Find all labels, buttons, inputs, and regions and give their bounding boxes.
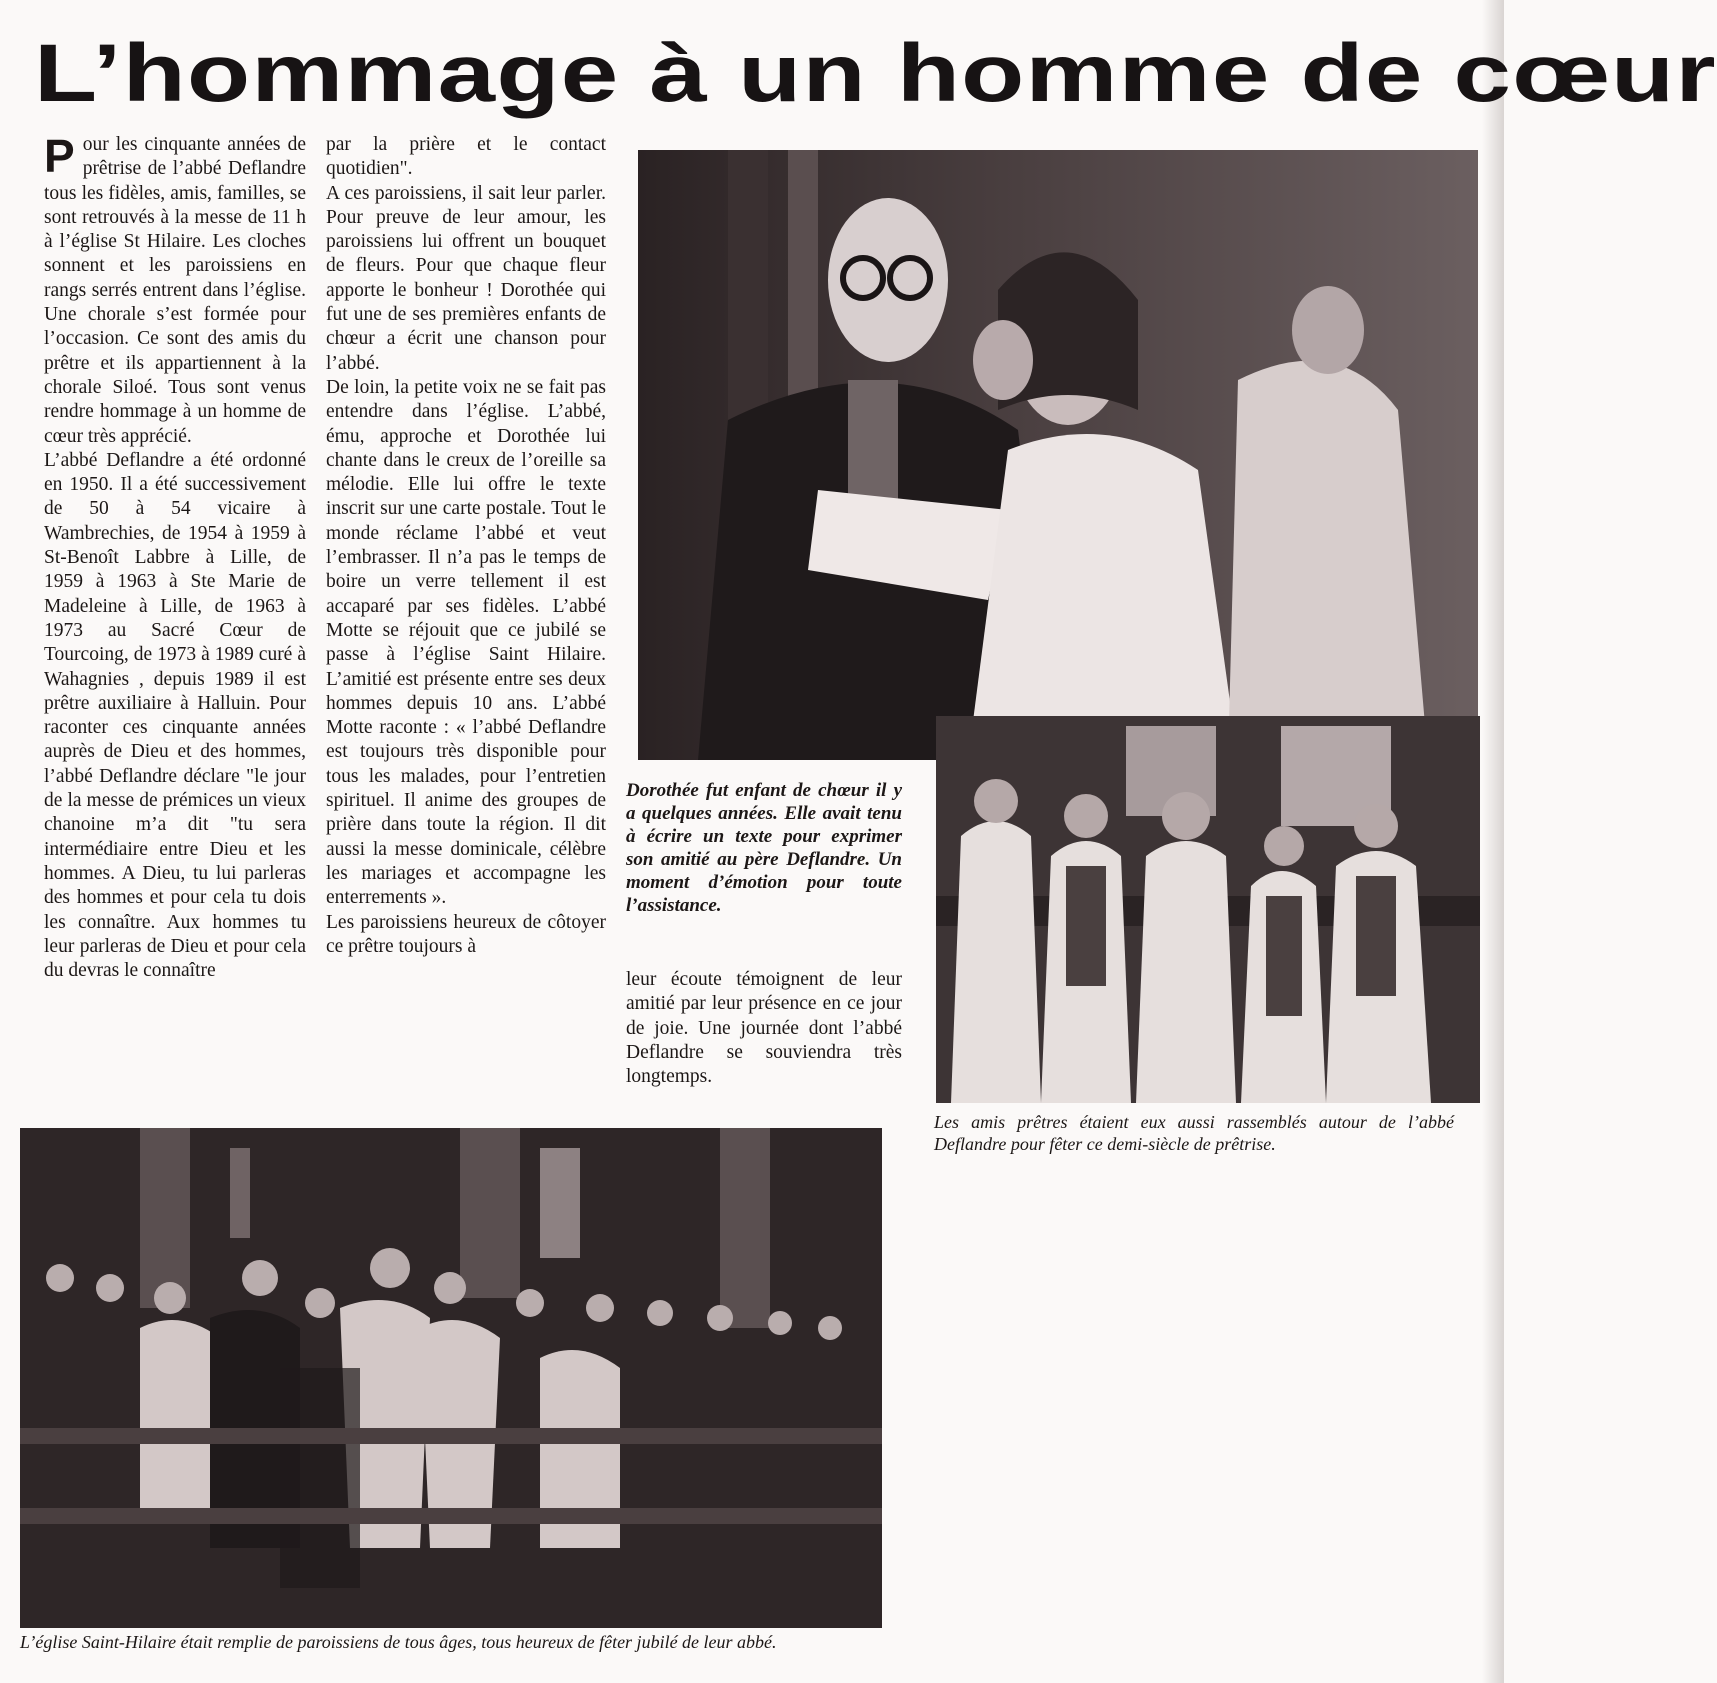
caption-priests: Les amis prêtres étaient eux aussi rassemblés autour de l’abbé Deflandre pour fêter ce demi-siècle de prêtrise. [934, 1112, 1454, 1154]
caption-dorothee: Dorothée fut enfant de chœur il y a quelques années. Elle avait tenu à écrire un texte pour exprimer son amitié au père Deflandre. Un moment d’émotion pour toute l’assistance. [626, 780, 902, 916]
drop-cap: P [44, 130, 75, 182]
photo-priests-group [936, 716, 1480, 1103]
paragraph: Les paroissiens heureux de côtoyer ce prêtre toujours à [326, 911, 606, 957]
article-column-3: leur écoute témoignent de leur amitié par leur présence en ce jour de joie. Une journée dont l’abbé Deflandre se souviendra très longtemps. [626, 969, 902, 1088]
article-column-2 [326, 133, 606, 959]
article-column-1 [44, 130, 306, 983]
photo-abbe-and-dorothee [638, 150, 1478, 760]
paragraph: De loin, la petite voix ne se fait pas entendre dans l’église. L’abbé, ému, approche et Dorothée lui chante dans le creux de l’oreille sa mélodie. Elle lui offre le texte inscrit sur une carte postale. Tout le monde réclame l’abbé et veut l’embrasser. Il n’a pas le temps de boire un verre tellement il est accaparé par ses fidèles. L’abbé Motte se réjouit que ce jubilé se passe à l’église Saint Hilaire. L’amitié est présente entre ses deux hommes depuis 10 ans. L’abbé Motte raconte : « l’abbé Deflandre est toujours très disponible pour tous les malades, pour l’entretien spirituel. Il anime des groupes de prière dans toute la région. Il dit aussi la messe dominicale, célèbre les mariages et accompagne les enterrements ». [326, 376, 606, 909]
page-edge-shadow [1482, 0, 1504, 1683]
paragraph: par la prière et le contact quotidien". [326, 134, 606, 180]
paragraph: L’abbé Deflandre a été ordonné en 1950. Il a été successivement de 50 à 54 vicaire à Wambrechies, de 1954 à 1959 à St-Benoît Labbre à Lille, de 1959 à 1963 à Ste Marie de Madeleine à Lille, de 1963 à 1973 au Sacré Cœur de Tourcoing, de 1973 à 1989 curé à Wahagnies , depuis 1989 il est prêtre auxiliaire à Halluin. Pour raconter ces cinquante années auprès de Dieu et des hommes, l’abbé Deflandre déclare "le jour de la messe de prémices un vieux chanoine m’a dit "tu sera intermédiaire entre Dieu et les hommes. A Dieu, tu lui parleras des hommes et pour cela tu dois les connaître. Aux hommes tu leur parleras de Dieu et pour cela du devras le connaître [44, 449, 306, 982]
headline: L’hommage à un homme de cœur [34, 28, 1717, 119]
caption-church: L’église Saint-Hilaire était remplie de paroissiens de tous âges, tous heureux de fêter jubilé de leur abbé. [20, 1632, 777, 1652]
paragraph: Pour les cinquante années de prêtrise de l’abbé Deflandre tous les fidèles, amis, familles, se sont retrouvés à la messe de 11 h à l’église St Hilaire. Les cloches sonnent et les paroissiens en rangs serrés entrent dans l’église. Une chorale s’est formée pour l’occasion. Ce sont des amis du prêtre et ils appartiennent à la chorale Siloé. Tous sont venus rendre hommage à un homme de cœur très apprécié. [44, 130, 306, 447]
paragraph: A ces paroissiens, il sait leur parler. Pour preuve de leur amour, les paroissiens lui offrent un bouquet de fleurs. Pour que chaque fleur apporte le bonheur ! Dorothée qui fut une de ses premières enfants de chœur a écrit une chanson pour l’abbé. [326, 182, 606, 374]
photo-church-congregation [20, 1128, 882, 1628]
